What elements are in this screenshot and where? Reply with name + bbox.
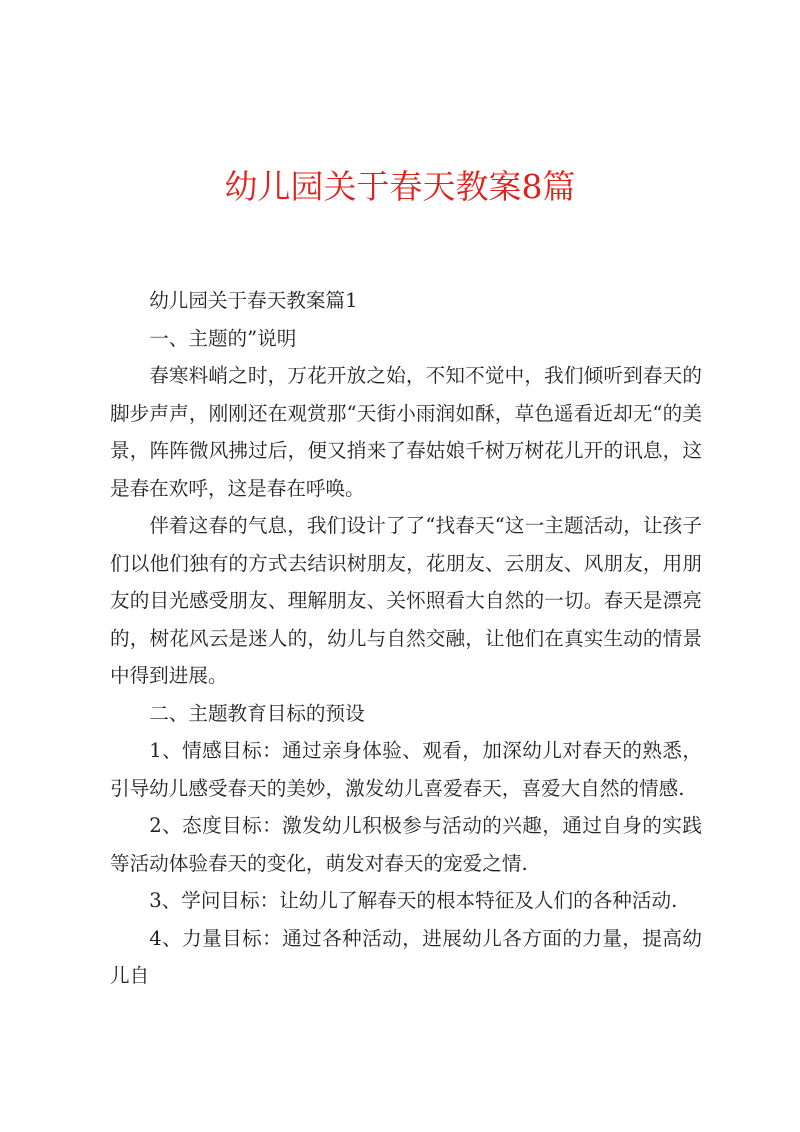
list-item: 1、情感目标：通过亲身体验、观看，加深幼儿对春天的熟悉，引导幼儿感受春天的美妙，激发幼儿喜爱春天，喜爱大自然的情感. bbox=[110, 739, 702, 800]
paragraph: 春寒料峭之时，万花开放之始，不知不觉中，我们倾听到春天的脚步声声，刚刚还在观赏那“天街小雨润如酥，草色遥看近却无“的美景，阵阵微风拂过后，便又捎来了春姑娘千树万树花儿开的讯息，这是春在欢呼，这是春在呼唤。 bbox=[110, 364, 702, 500]
section-heading: 幼儿园关于春天教案篇1 bbox=[149, 289, 358, 312]
document-title: 幼儿园关于春天教案8篇 bbox=[224, 167, 576, 206]
document-body bbox=[110, 282, 702, 995]
list-item: 3、学问目标：让幼儿了解春天的根本特征及人们的各种活动. bbox=[149, 889, 678, 912]
list-item: 2、态度目标：激发幼儿积极参与活动的兴趣，通过自身的实践等活动体验春天的变化，萌发对春天的宠爱之情. bbox=[110, 814, 702, 875]
subheading: 二、主题教育目标的预设 bbox=[149, 701, 365, 725]
paragraph: 伴着这春的气息，我们设计了了“找春天“这一主题活动，让孩子们以他们独有的方式去结识树朋友，花朋友、云朋友、风朋友，用朋友的目光感受朋友、理解朋友、关怀照看大自然的一切。春天是漂亮的，树花风云是迷人的，幼儿与自然交融，让他们在真实生动的情景中得到进展。 bbox=[110, 514, 702, 687]
list-item: 4、力量目标：通过各种活动，进展幼儿各方面的力量，提高幼儿自 bbox=[110, 926, 702, 987]
subheading: 一、主题的”说明 bbox=[149, 326, 297, 350]
